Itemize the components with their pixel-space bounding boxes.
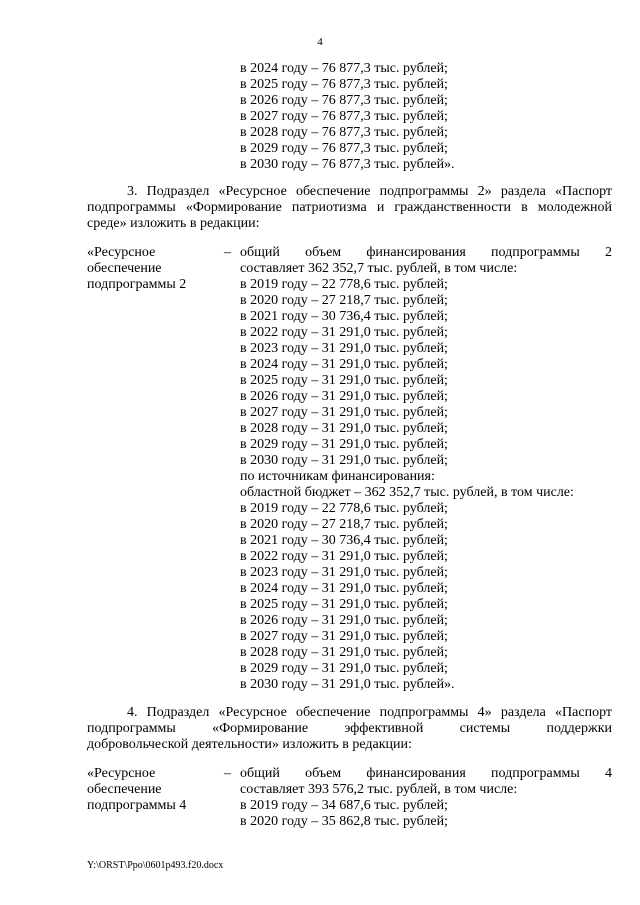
section-2-dash: – bbox=[224, 245, 231, 260]
paragraph-line: добровольческой деятельности» изложить в редакции: bbox=[87, 737, 412, 752]
paragraph-line: подпрограммы «Формирование эффективной системы поддержки bbox=[87, 721, 612, 736]
paragraph-line: подпрограммы «Формирование патриотизма и гражданственности в молодежной bbox=[87, 200, 612, 215]
list-item: в 2026 году – 31 291,0 тыс. рублей; bbox=[240, 389, 448, 404]
list-item: в 2025 году – 76 877,3 тыс. рублей; bbox=[240, 77, 448, 92]
list-item: в 2023 году – 31 291,0 тыс. рублей; bbox=[240, 341, 448, 356]
paragraph-line: 3. Подраздел «Ресурсное обеспечение подпрограммы 2» раздела «Паспорт bbox=[127, 184, 612, 199]
list-item: в 2030 году – 31 291,0 тыс. рублей; bbox=[240, 453, 448, 468]
list-item: в 2026 году – 31 291,0 тыс. рублей; bbox=[240, 613, 448, 628]
list-item: в 2020 году – 35 862,8 тыс. рублей; bbox=[240, 814, 448, 829]
list-item: в 2027 году – 76 877,3 тыс. рублей; bbox=[240, 109, 448, 124]
total-line: составляет 393 576,2 тыс. рублей, в том числе: bbox=[240, 782, 518, 797]
list-item: в 2027 году – 31 291,0 тыс. рублей; bbox=[240, 629, 448, 644]
list-item: в 2029 году – 31 291,0 тыс. рублей; bbox=[240, 661, 448, 676]
list-item: в 2022 году – 31 291,0 тыс. рублей; bbox=[240, 549, 448, 564]
list-item: в 2027 году – 31 291,0 тыс. рублей; bbox=[240, 405, 448, 420]
intro-year-list bbox=[240, 61, 455, 173]
list-item: в 2025 году – 31 291,0 тыс. рублей; bbox=[240, 373, 448, 388]
list-item: в 2019 году – 34 687,6 тыс. рублей; bbox=[240, 798, 448, 813]
section-2-label: «Ресурсное обеспечение подпрограммы 2 bbox=[87, 245, 187, 292]
list-item: в 2024 году – 76 877,3 тыс. рублей; bbox=[240, 61, 448, 76]
paragraph-3 bbox=[87, 184, 612, 232]
list-item: в 2030 году – 76 877,3 тыс. рублей». bbox=[240, 157, 455, 172]
list-item: в 2022 году – 31 291,0 тыс. рублей; bbox=[240, 325, 448, 340]
total-line: составляет 362 352,7 тыс. рублей, в том числе: bbox=[240, 261, 518, 276]
list-item: в 2019 году – 22 778,6 тыс. рублей; bbox=[240, 501, 448, 516]
section-4-values bbox=[240, 766, 612, 830]
list-item: в 2020 году – 27 218,7 тыс. рублей; bbox=[240, 517, 448, 532]
list-item: в 2024 году – 31 291,0 тыс. рублей; bbox=[240, 357, 448, 372]
list-item: в 2021 году – 30 736,4 тыс. рублей; bbox=[240, 309, 448, 324]
list-item: в 2024 году – 31 291,0 тыс. рублей; bbox=[240, 581, 448, 596]
page-number: 4 bbox=[317, 36, 323, 48]
list-item: в 2028 году – 31 291,0 тыс. рублей; bbox=[240, 645, 448, 660]
list-item: в 2023 году – 31 291,0 тыс. рублей; bbox=[240, 565, 448, 580]
section-4-label: «Ресурсное обеспечение подпрограммы 4 bbox=[87, 766, 187, 813]
paragraph-4 bbox=[87, 705, 612, 753]
list-item: в 2021 году – 30 736,4 тыс. рублей; bbox=[240, 533, 448, 548]
list-item: в 2028 году – 31 291,0 тыс. рублей; bbox=[240, 421, 448, 436]
section-2-values bbox=[240, 245, 612, 693]
regional-budget-line: областной бюджет – 362 352,7 тыс. рублей, в том числе: bbox=[240, 485, 574, 500]
list-item: в 2025 году – 31 291,0 тыс. рублей; bbox=[240, 597, 448, 612]
list-item: в 2019 году – 22 778,6 тыс. рублей; bbox=[240, 277, 448, 292]
list-item: в 2028 году – 76 877,3 тыс. рублей; bbox=[240, 125, 448, 140]
paragraph-line: среде» изложить в редакции: bbox=[87, 216, 260, 231]
list-item: в 2029 году – 76 877,3 тыс. рублей; bbox=[240, 141, 448, 156]
list-item: в 2030 году – 31 291,0 тыс. рублей». bbox=[240, 677, 455, 692]
list-item: в 2029 году – 31 291,0 тыс. рублей; bbox=[240, 437, 448, 452]
list-item: в 2026 году – 76 877,3 тыс. рублей; bbox=[240, 93, 448, 108]
footer-file-path: Y:\ORST\Ppo\0601p493.f20.docx bbox=[87, 860, 224, 871]
sources-label: по источникам финансирования: bbox=[240, 469, 435, 484]
total-line: общий объем финансирования подпрограммы 2 bbox=[240, 245, 612, 260]
list-item: в 2020 году – 27 218,7 тыс. рублей; bbox=[240, 293, 448, 308]
paragraph-line: 4. Подраздел «Ресурсное обеспечение подпрограммы 4» раздела «Паспорт bbox=[127, 705, 612, 720]
total-line: общий объем финансирования подпрограммы 4 bbox=[240, 766, 612, 781]
section-4-dash: – bbox=[224, 766, 231, 781]
